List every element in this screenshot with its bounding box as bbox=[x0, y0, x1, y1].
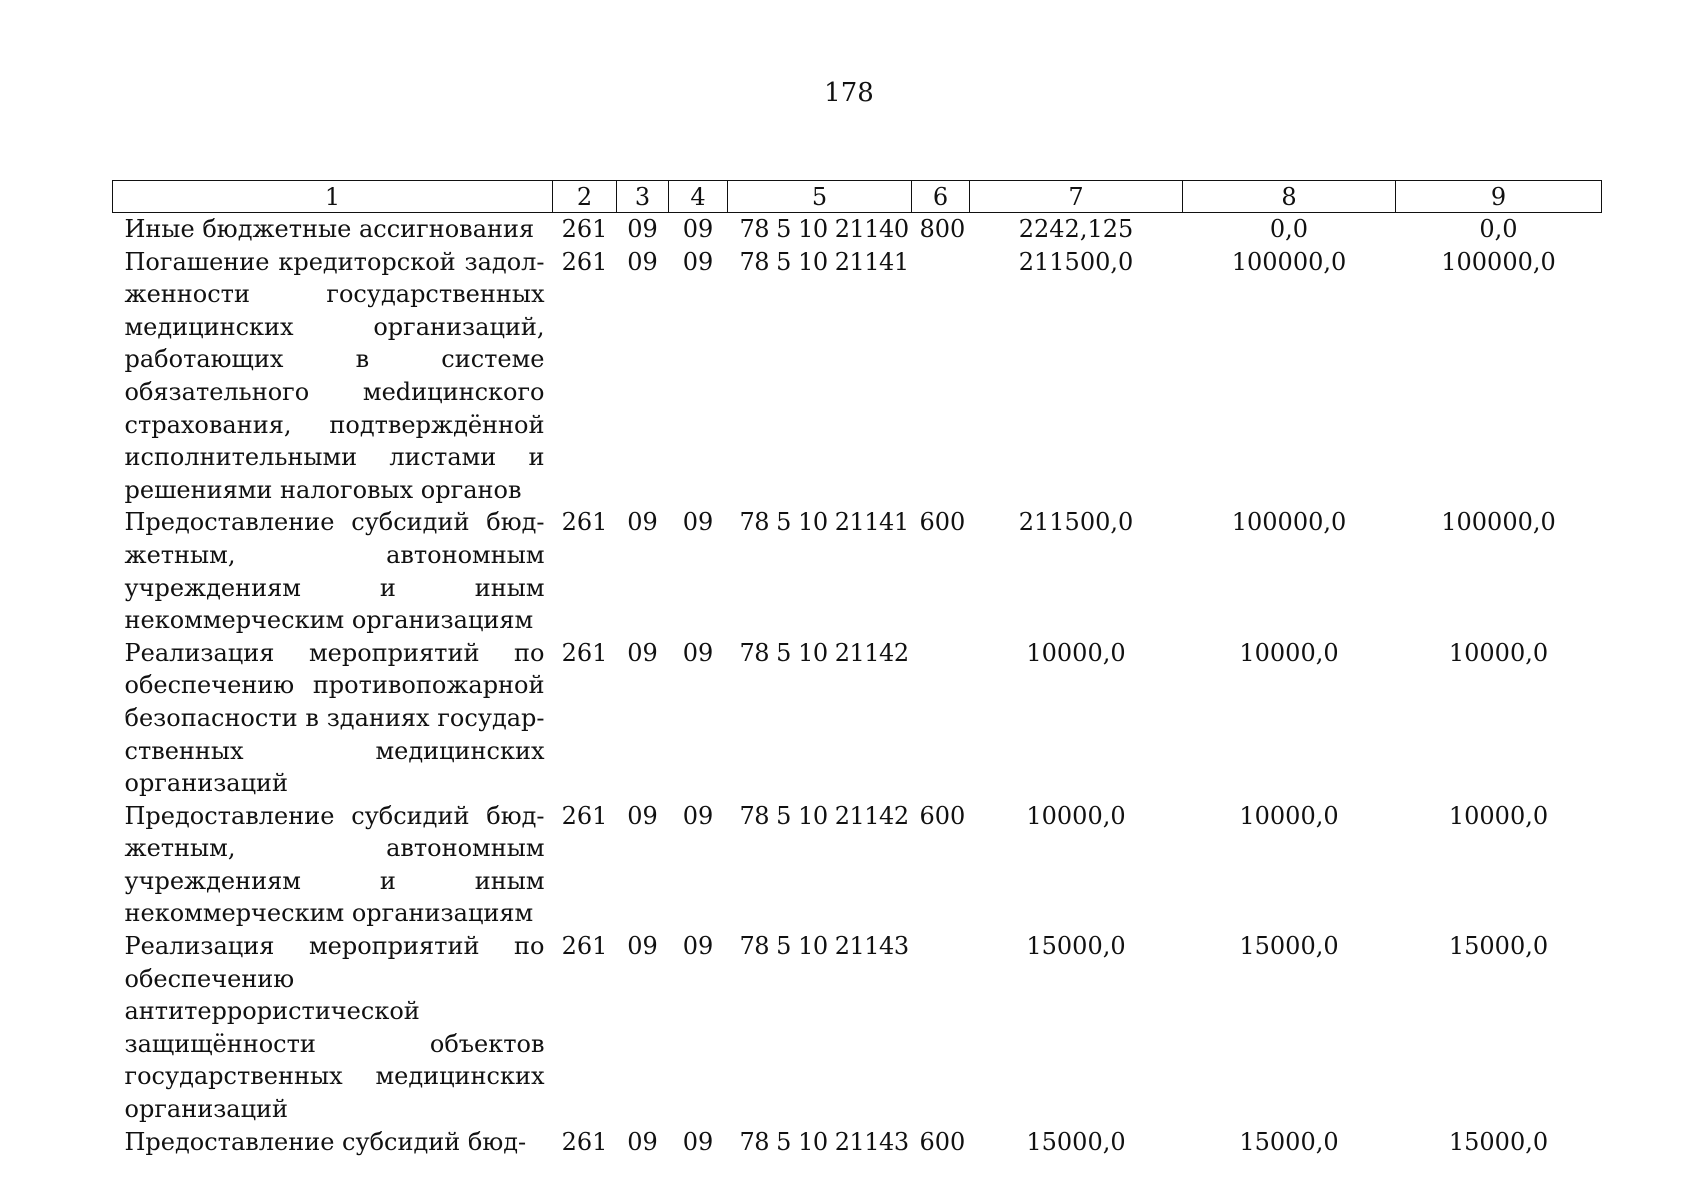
row-grbs: 261 bbox=[561, 638, 608, 667]
row-amount-col8: 0,0 bbox=[1269, 215, 1309, 243]
row-expense-type bbox=[912, 930, 970, 1126]
row-amount-col7: 211500,0 bbox=[1018, 247, 1134, 276]
row-grbs: 261 bbox=[561, 247, 608, 276]
row-name: Иные бюджетные ассигнования bbox=[124, 215, 535, 243]
row-subsection: 09 bbox=[682, 508, 714, 537]
header-col-9: 9 bbox=[1396, 181, 1602, 213]
row-amount-col7: 2242,125 bbox=[1018, 215, 1134, 243]
row-amount-col7: 211500,0 bbox=[1018, 508, 1134, 537]
row-grbs: 261 bbox=[561, 801, 608, 830]
row-expense-type bbox=[912, 637, 970, 800]
table-header bbox=[113, 181, 1602, 213]
row-amount-col9: 10000,0 bbox=[1448, 801, 1549, 830]
header-col-2: 2 bbox=[553, 181, 617, 213]
row-grbs: 261 bbox=[561, 1127, 608, 1156]
row-subsection: 09 bbox=[682, 1127, 714, 1156]
row-subsection: 09 bbox=[682, 801, 714, 830]
header-col-6: 6 bbox=[912, 181, 970, 213]
row-name: Предоставление субсидий бюджетным, автономным учреждениям и иным некоммерческим организациям bbox=[124, 508, 545, 635]
row-section: 09 bbox=[627, 215, 658, 243]
row-amount-col8: 100000,0 bbox=[1231, 508, 1347, 537]
row-target-article: 78 5 10 21140 bbox=[739, 215, 909, 243]
row-amount-col8: 15000,0 bbox=[1239, 932, 1339, 961]
row-grbs: 261 bbox=[561, 215, 608, 243]
row-expense-type bbox=[912, 246, 970, 507]
row-amount-col7: 10000,0 bbox=[1026, 638, 1126, 667]
row-subsection: 09 bbox=[682, 247, 714, 276]
row-amount-col8: 10000,0 bbox=[1239, 638, 1339, 667]
row-subsection: 09 bbox=[682, 932, 714, 961]
row-section: 09 bbox=[627, 638, 658, 667]
table-body bbox=[113, 213, 1602, 1159]
row-amount-col9: 15000,0 bbox=[1448, 932, 1549, 961]
row-amount-col9: 100000,0 bbox=[1441, 247, 1556, 276]
table-row bbox=[113, 213, 1602, 246]
header-col-3: 3 bbox=[617, 181, 669, 213]
row-amount-col9: 15000,0 bbox=[1448, 1127, 1549, 1156]
row-grbs: 261 bbox=[561, 508, 608, 537]
row-amount-col9: 0,0 bbox=[1479, 215, 1518, 243]
row-target-article: 78 5 10 21142 bbox=[739, 638, 909, 667]
row-expense-type: 800 bbox=[919, 215, 966, 243]
table-row bbox=[113, 506, 1602, 636]
row-name: Предоставление субсидий бюджетным, автономным учреждениям и иным некоммерческим организациям bbox=[124, 801, 545, 928]
row-amount-col8: 100000,0 bbox=[1231, 247, 1347, 276]
row-expense-type: 600 bbox=[919, 508, 966, 537]
row-amount-col8: 15000,0 bbox=[1239, 1127, 1339, 1156]
row-target-article: 78 5 10 21142 bbox=[739, 801, 909, 830]
header-col-7: 7 bbox=[970, 181, 1183, 213]
row-name: Предоставление субсидий бюд- bbox=[124, 1127, 527, 1156]
row-expense-type: 600 bbox=[919, 1127, 966, 1156]
row-amount-col7: 15000,0 bbox=[1026, 932, 1126, 961]
row-amount-col7: 15000,0 bbox=[1026, 1127, 1126, 1156]
row-section: 09 bbox=[627, 801, 658, 830]
row-name: Погашение кредиторской задолженности государственных медицинских организаций, работающих в системе обязательного меdицинского страхования, подтверждённой исполнительными листами и решениями налоговых органов bbox=[124, 247, 545, 504]
row-target-article: 78 5 10 21141 bbox=[739, 247, 909, 276]
header-row bbox=[113, 181, 1602, 213]
table-row bbox=[113, 1126, 1602, 1159]
budget-table bbox=[112, 180, 1602, 1158]
page-number: 178 bbox=[824, 78, 874, 108]
header-col-4: 4 bbox=[669, 181, 728, 213]
table-row bbox=[113, 246, 1602, 507]
table-row bbox=[113, 930, 1602, 1126]
row-target-article: 78 5 10 21143 bbox=[739, 932, 909, 961]
row-section: 09 bbox=[627, 247, 658, 276]
row-expense-type: 600 bbox=[919, 801, 966, 830]
header-col-1: 1 bbox=[113, 181, 553, 213]
header-col-5: 5 bbox=[728, 181, 912, 213]
header-col-8: 8 bbox=[1183, 181, 1396, 213]
row-subsection: 09 bbox=[682, 215, 714, 243]
row-grbs: 261 bbox=[561, 932, 608, 961]
row-amount-col8: 10000,0 bbox=[1239, 801, 1339, 830]
row-subsection: 09 bbox=[682, 638, 714, 667]
row-amount-col7: 10000,0 bbox=[1026, 801, 1126, 830]
row-section: 09 bbox=[627, 932, 658, 961]
row-target-article: 78 5 10 21143 bbox=[739, 1127, 909, 1156]
table-row bbox=[113, 637, 1602, 800]
row-target-article: 78 5 10 21141 bbox=[739, 508, 909, 537]
row-amount-col9: 100000,0 bbox=[1441, 508, 1556, 537]
row-section: 09 bbox=[627, 1127, 658, 1156]
row-section: 09 bbox=[627, 508, 658, 537]
row-name: Реализация мероприятий по обеспечению противопожарной безопасности в зданиях государственных медицинских организаций bbox=[124, 638, 545, 798]
table-row bbox=[113, 800, 1602, 930]
row-name: Реализация мероприятий по обеспечению антитеррористической защищённости объектов государственных медицинских организаций bbox=[124, 932, 545, 1124]
row-amount-col9: 10000,0 bbox=[1448, 638, 1549, 667]
